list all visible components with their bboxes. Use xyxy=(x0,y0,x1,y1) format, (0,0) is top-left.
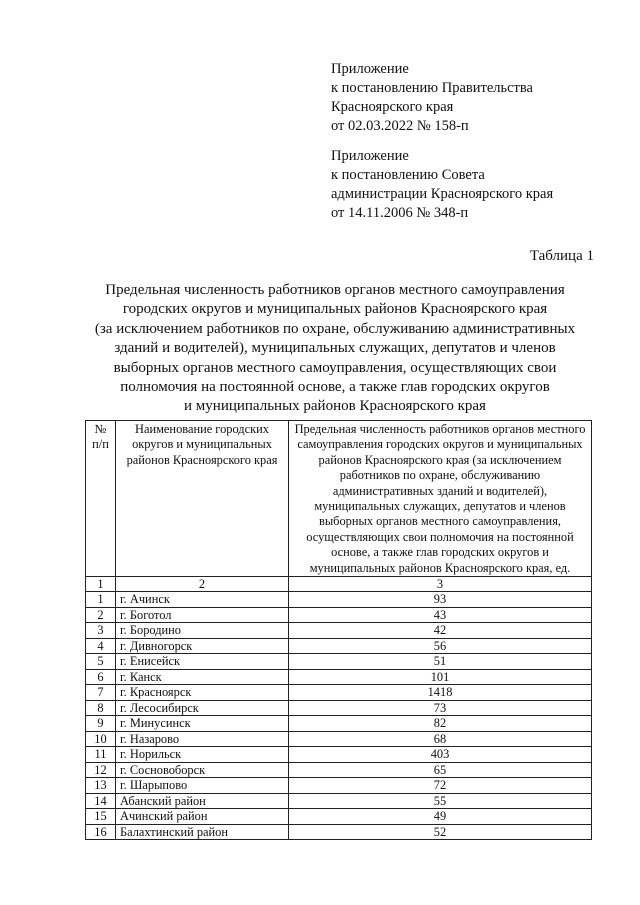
row-name-cell: г. Сосновоборск xyxy=(116,762,289,778)
row-value-cell: 43 xyxy=(289,607,592,623)
table-row xyxy=(86,716,592,732)
row-name-cell: г. Минусинск xyxy=(116,716,289,732)
table-row xyxy=(86,669,592,685)
row-number-cell: 4 xyxy=(86,638,116,654)
table-row xyxy=(86,592,592,608)
row-name-cell: г. Назарово xyxy=(116,731,289,747)
row-number-cell: 13 xyxy=(86,778,116,794)
appendix-2-line: к постановлению Совета xyxy=(331,167,485,183)
appendix-2-block xyxy=(331,147,553,223)
row-number-cell: 2 xyxy=(86,607,116,623)
row-number-cell: 14 xyxy=(86,793,116,809)
row-value-cell: 55 xyxy=(289,793,592,809)
table-row xyxy=(86,809,592,825)
row-number-cell: 9 xyxy=(86,716,116,732)
row-name-cell: г. Шарыпово xyxy=(116,778,289,794)
row-number-cell: 8 xyxy=(86,700,116,716)
appendix-2-line: администрации Красноярского края xyxy=(331,186,554,202)
table-row xyxy=(86,824,592,840)
heading-line: полномочия на постоянной основе, а также глав городских округов xyxy=(120,379,550,396)
appendix-1-line: от 02.03.2022 № 158-п xyxy=(331,118,469,134)
appendix-2-line: от 14.11.2006 № 348-п xyxy=(331,205,469,221)
row-value-cell: 93 xyxy=(289,592,592,608)
column-number-cell: 3 xyxy=(289,577,592,592)
row-number-cell: 7 xyxy=(86,685,116,701)
row-value-cell: 73 xyxy=(289,700,592,716)
table-row xyxy=(86,607,592,623)
row-value-cell: 65 xyxy=(289,762,592,778)
table-row xyxy=(86,793,592,809)
appendix-1-line: Приложение xyxy=(331,61,409,77)
row-number-cell: 5 xyxy=(86,654,116,670)
row-value-cell: 68 xyxy=(289,731,592,747)
row-name-cell: г. Бородино xyxy=(116,623,289,639)
table-row xyxy=(86,654,592,670)
row-name-cell: г. Ачинск xyxy=(116,592,289,608)
table-row xyxy=(86,778,592,794)
table-row xyxy=(86,747,592,763)
table-header-row xyxy=(86,421,592,577)
row-name-cell: г. Лесосибирск xyxy=(116,700,289,716)
row-name-cell: г. Красноярск xyxy=(116,685,289,701)
row-value-cell: 51 xyxy=(289,654,592,670)
heading-line: Предельная численность работников органов местного самоуправления xyxy=(105,282,565,298)
row-value-cell: 42 xyxy=(289,623,592,639)
row-name-cell: Ачинский район xyxy=(116,809,289,825)
row-name-cell: г. Норильск xyxy=(116,747,289,763)
column-number-cell: 1 xyxy=(86,577,116,592)
row-name-cell: Абанский район xyxy=(116,793,289,809)
header-name: Наименование городских округов и муниципальных районов Красноярского края xyxy=(116,421,289,577)
row-value-cell: 52 xyxy=(289,824,592,840)
row-name-cell: г. Енисейск xyxy=(116,654,289,670)
table-row xyxy=(86,700,592,716)
column-number-row xyxy=(86,577,592,592)
table-row xyxy=(86,638,592,654)
row-number-cell: 11 xyxy=(86,747,116,763)
row-number-cell: 1 xyxy=(86,592,116,608)
row-value-cell: 56 xyxy=(289,638,592,654)
row-value-cell: 72 xyxy=(289,778,592,794)
table-body xyxy=(86,577,592,840)
row-number-cell: 12 xyxy=(86,762,116,778)
heading-line: и муниципальных районов Красноярского края xyxy=(184,398,486,415)
header-limit: Предельная численность работников органов местного самоуправления городских округов и муниципальных районов Красноярского края (за исключением работников по охране, обслуживанию административных зданий и водителей), муниципальных служащих, депутатов и членов выборных органов местного самоуправления, осуществляющих свои полномочия на постоянной основе, а также глав городских округов и муниципальных районов Красноярского края, ед. xyxy=(289,421,592,577)
row-number-cell: 15 xyxy=(86,809,116,825)
table-row xyxy=(86,685,592,701)
table-label: Таблица 1 xyxy=(529,248,594,264)
row-number-cell: 16 xyxy=(86,824,116,840)
appendix-1-line: к постановлению Правительства xyxy=(331,80,533,96)
row-number-cell: 3 xyxy=(86,623,116,639)
row-value-cell: 1418 xyxy=(289,685,592,701)
row-value-cell: 101 xyxy=(289,669,592,685)
heading-line: выборных органов местного самоуправления, осуществляющих свои xyxy=(113,359,557,376)
row-number-cell: 6 xyxy=(86,669,116,685)
header-number: № п/п xyxy=(86,421,116,577)
row-number-cell: 10 xyxy=(86,731,116,747)
staff-limit-table xyxy=(85,420,592,840)
document-heading xyxy=(60,281,610,417)
row-value-cell: 403 xyxy=(289,747,592,763)
heading-line: зданий и водителей), муниципальных служащих, депутатов и членов xyxy=(114,340,556,357)
column-number-cell: 2 xyxy=(116,577,289,592)
row-name-cell: г. Дивногорск xyxy=(116,638,289,654)
row-name-cell: г. Боготол xyxy=(116,607,289,623)
appendix-1-line: Красноярского края xyxy=(331,99,454,115)
table-row xyxy=(86,762,592,778)
row-name-cell: г. Канск xyxy=(116,669,289,685)
appendix-1-block xyxy=(331,60,533,136)
table-row xyxy=(86,731,592,747)
row-value-cell: 49 xyxy=(289,809,592,825)
table-row xyxy=(86,623,592,639)
appendix-2-line: Приложение xyxy=(331,148,409,164)
row-value-cell: 82 xyxy=(289,716,592,732)
heading-line: (за исключением работников по охране, обслуживанию административных xyxy=(94,320,576,337)
row-name-cell: Балахтинский район xyxy=(116,824,289,840)
heading-line: городских округов и муниципальных районов Красноярского края xyxy=(122,301,548,318)
